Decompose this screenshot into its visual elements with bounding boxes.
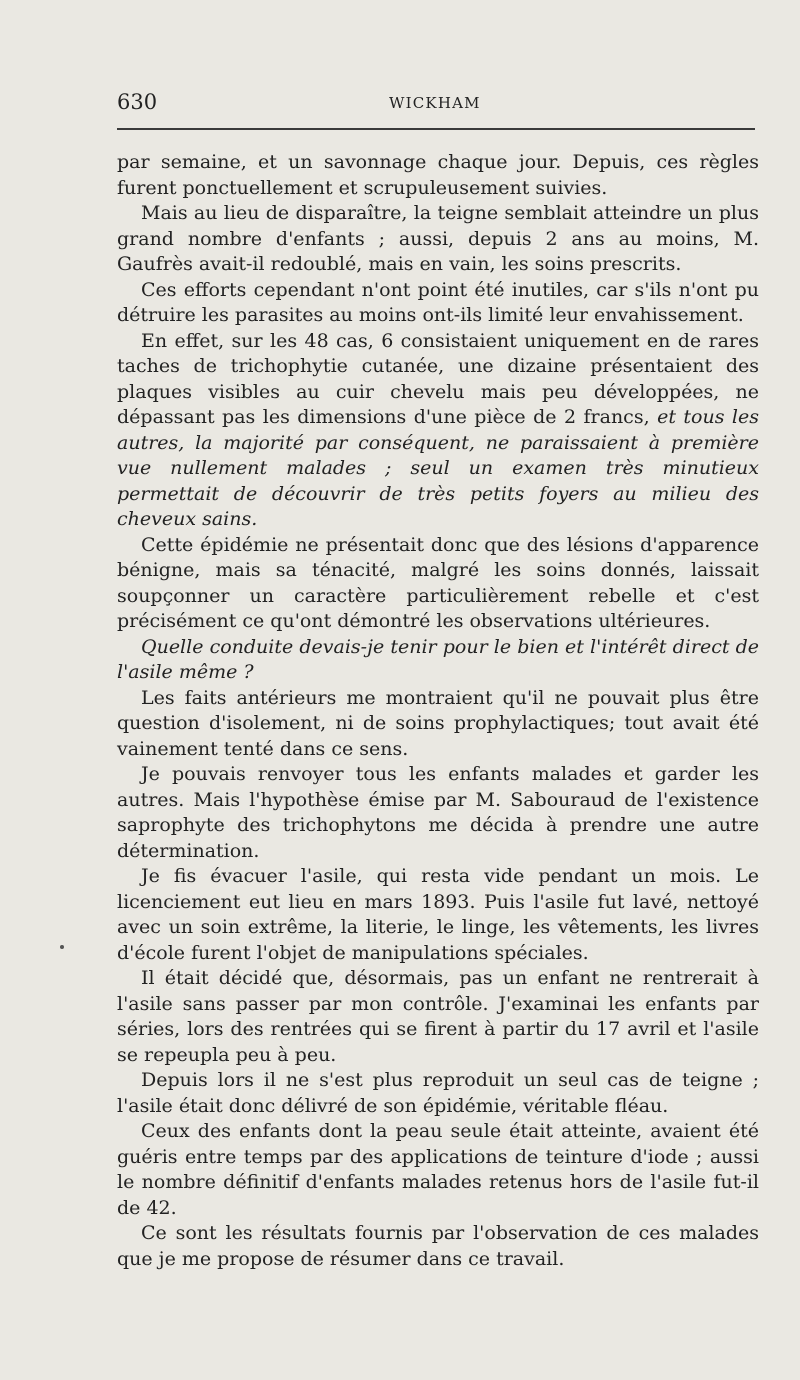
paragraph [117,686,759,763]
paragraph [117,635,759,686]
text-run: par semaine, et un savonnage chaque jour. Depuis, ces règles furent ponctuellement et scrupuleusement suivies. [117,151,759,199]
text-run: Ce sont les résultats fournis par l'observation de ces malades que je me propose de résumer dans ce travail. [117,1222,759,1270]
text-run: Ceux des enfants dont la peau seule était atteinte, avaient été guéris entre temps par des applications de teinture d'iode ; aussi le nombre définitif d'enfants malades retenus hors de l'asile fut-il de 42. [117,1120,759,1219]
text-run: Mais au lieu de disparaître, la teigne semblait atteindre un plus grand nombre d'enfants ; aussi, depuis 2 ans au moins, M. Gaufrès avait-il redoublé, mais en vain, les soins prescrits. [117,202,759,275]
text-run: Cette épidémie ne présentait donc que des lésions d'apparence bénigne, mais sa ténacité, malgré les soins donnés, laissait soupçonner un caractère particulièrement rebelle et c'est précisément ce qu'ont démontré les observations ultérieures. [117,533,759,632]
body-text [117,150,759,1272]
ink-speck [60,945,64,949]
page-number: 630 [117,90,158,114]
paragraph [117,966,759,1068]
paragraph [117,278,759,329]
text-run: Il était décidé que, désormais, pas un enfant ne rentrerait à l'asile sans passer par mon contrôle. J'examinai les enfants par séries, lors des rentrées qui se firent à partir du 17 avril et l'asile se repeupla peu à peu. [117,967,759,1066]
text-run: En effet, sur les 48 cas, 6 consistaient uniquement en de rares taches de trichophytie cutanée, une dizaine présentaient des plaques visibles au cuir chevelu mais peu développées, ne dépassant pas les dimensions d'une pièce de 2 francs, [117,329,759,428]
paragraph [117,329,759,533]
text-run: Ces efforts cependant n'ont point été inutiles, car s'ils n'ont pu détruire les parasites au moins ont-ils limité leur envahissement. [117,278,759,326]
paragraph [117,1068,759,1119]
text-run: Je pouvais renvoyer tous les enfants malades et garder les autres. Mais l'hypothèse émise par M. Sabouraud de l'existence saprophyte des trichophytons me décida à prendre une autre détermination. [117,763,759,862]
italic-text: Quelle conduite devais-je tenir pour le bien et l'intérêt direct de l'asile même ? [117,635,759,683]
text-run: Je fis évacuer l'asile, qui resta vide pendant un mois. Le licenciement eut lieu en mars 1893. Puis l'asile fut lavé, nettoyé avec un soin extrême, la literie, le linge, les vêtements, les livres d'école furent l'objet de manipulations spéciales. [117,865,759,964]
running-head [117,90,757,120]
paragraph [117,762,759,864]
text-run: Les faits antérieurs me montraient qu'il ne pouvait plus être question d'isolement, ni de soins prophylactiques; tout avait été vainement tenté dans ce sens. [117,686,759,760]
paragraph [117,1119,759,1221]
running-title: WICKHAM [389,94,481,112]
paragraph [117,150,759,201]
paragraph [117,864,759,966]
header-rule [117,128,755,130]
text-run: Depuis lors il ne s'est plus reproduit un seul cas de teigne ; l'asile était donc délivré de son épidémie, véritable fléau. [117,1069,759,1117]
paragraph [117,201,759,278]
italic-text: et tous les autres, la majorité par conséquent, ne paraissaient à première vue nullement malades ; seul un examen très minutieux permettait de découvrir de très petits foyers au milieu des cheveux sains. [117,406,759,530]
paragraph [117,1221,759,1272]
paragraph [117,533,759,635]
